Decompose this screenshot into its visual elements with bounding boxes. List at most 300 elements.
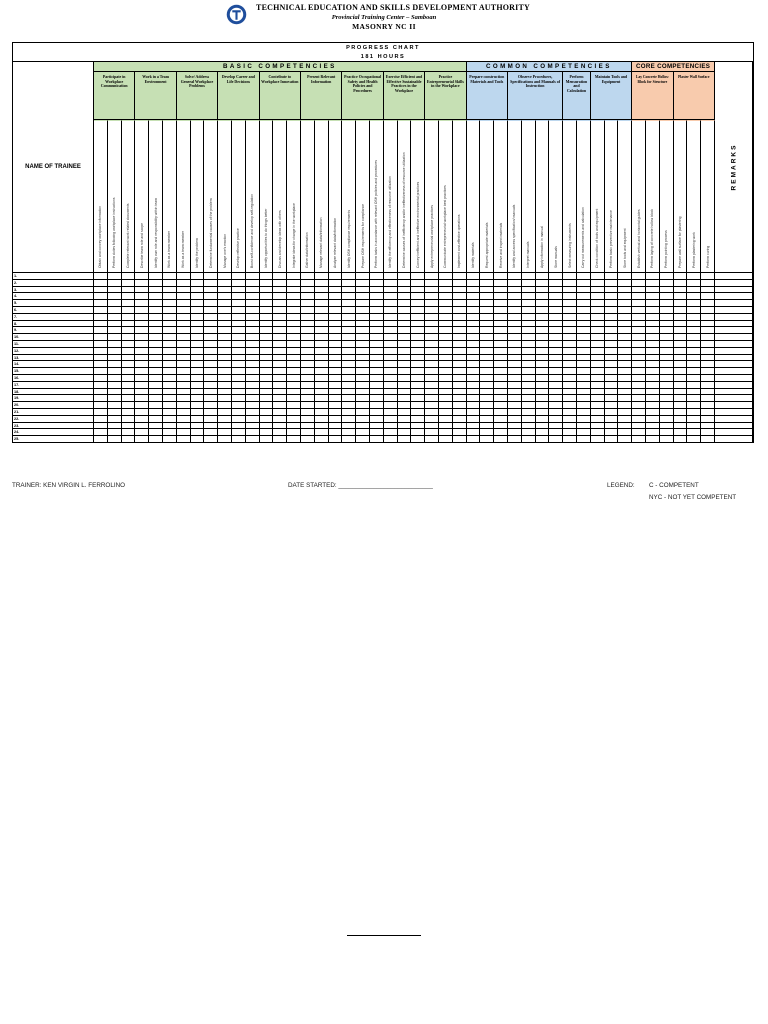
progress-cell[interactable] <box>577 307 591 314</box>
progress-cell[interactable] <box>163 273 177 280</box>
progress-cell[interactable] <box>660 375 674 382</box>
progress-cell[interactable] <box>315 348 329 355</box>
progress-cell[interactable] <box>191 436 205 443</box>
progress-cell[interactable] <box>453 321 467 328</box>
progress-cell[interactable] <box>453 368 467 375</box>
progress-cell[interactable] <box>646 429 660 436</box>
progress-cell[interactable] <box>563 416 577 423</box>
progress-cell[interactable] <box>453 382 467 389</box>
progress-cell[interactable] <box>356 368 370 375</box>
progress-cell[interactable] <box>632 429 646 436</box>
progress-cell[interactable] <box>425 334 439 341</box>
progress-cell[interactable] <box>232 409 246 416</box>
progress-cell[interactable] <box>632 389 646 396</box>
progress-cell[interactable] <box>384 389 398 396</box>
progress-cell[interactable] <box>287 355 301 362</box>
progress-cell[interactable] <box>605 382 619 389</box>
progress-cell[interactable] <box>356 436 370 443</box>
remarks-cell[interactable] <box>715 429 753 436</box>
progress-cell[interactable] <box>191 293 205 300</box>
progress-cell[interactable] <box>135 368 149 375</box>
progress-cell[interactable] <box>674 280 688 287</box>
progress-cell[interactable] <box>398 327 412 334</box>
progress-cell[interactable] <box>122 389 136 396</box>
progress-cell[interactable] <box>342 314 356 321</box>
progress-cell[interactable] <box>522 307 536 314</box>
progress-cell[interactable] <box>177 423 191 430</box>
progress-cell[interactable] <box>549 361 563 368</box>
progress-cell[interactable] <box>384 287 398 294</box>
progress-cell[interactable] <box>480 389 494 396</box>
progress-cell[interactable] <box>287 280 301 287</box>
progress-cell[interactable] <box>398 280 412 287</box>
progress-cell[interactable] <box>315 341 329 348</box>
progress-cell[interactable] <box>618 314 632 321</box>
progress-cell[interactable] <box>632 423 646 430</box>
progress-cell[interactable] <box>149 300 163 307</box>
progress-cell[interactable] <box>660 273 674 280</box>
progress-cell[interactable] <box>149 389 163 396</box>
progress-cell[interactable] <box>273 389 287 396</box>
progress-cell[interactable] <box>287 423 301 430</box>
progress-cell[interactable] <box>301 341 315 348</box>
progress-cell[interactable] <box>536 273 550 280</box>
progress-cell[interactable] <box>301 327 315 334</box>
progress-cell[interactable] <box>632 409 646 416</box>
progress-cell[interactable] <box>563 375 577 382</box>
progress-cell[interactable] <box>329 409 343 416</box>
progress-cell[interactable] <box>204 314 218 321</box>
progress-cell[interactable] <box>605 293 619 300</box>
progress-cell[interactable] <box>163 368 177 375</box>
progress-cell[interactable] <box>508 361 522 368</box>
progress-cell[interactable] <box>591 348 605 355</box>
progress-cell[interactable] <box>536 402 550 409</box>
progress-cell[interactable] <box>522 361 536 368</box>
progress-cell[interactable] <box>232 314 246 321</box>
progress-cell[interactable] <box>494 429 508 436</box>
progress-cell[interactable] <box>439 348 453 355</box>
progress-cell[interactable] <box>108 307 122 314</box>
progress-cell[interactable] <box>701 314 715 321</box>
progress-cell[interactable] <box>177 409 191 416</box>
progress-cell[interactable] <box>94 402 108 409</box>
remarks-cell[interactable] <box>715 293 753 300</box>
progress-cell[interactable] <box>149 307 163 314</box>
progress-cell[interactable] <box>536 327 550 334</box>
progress-cell[interactable] <box>218 287 232 294</box>
progress-cell[interactable] <box>536 395 550 402</box>
progress-cell[interactable] <box>329 287 343 294</box>
progress-cell[interactable] <box>508 382 522 389</box>
progress-cell[interactable] <box>687 423 701 430</box>
progress-cell[interactable] <box>632 300 646 307</box>
progress-cell[interactable] <box>135 389 149 396</box>
progress-cell[interactable] <box>480 423 494 430</box>
progress-cell[interactable] <box>163 416 177 423</box>
progress-cell[interactable] <box>494 314 508 321</box>
progress-cell[interactable] <box>94 334 108 341</box>
progress-cell[interactable] <box>108 334 122 341</box>
progress-cell[interactable] <box>384 416 398 423</box>
progress-cell[interactable] <box>218 334 232 341</box>
progress-cell[interactable] <box>163 287 177 294</box>
progress-cell[interactable] <box>177 402 191 409</box>
progress-cell[interactable] <box>467 416 481 423</box>
progress-cell[interactable] <box>674 321 688 328</box>
progress-cell[interactable] <box>563 293 577 300</box>
progress-cell[interactable] <box>480 416 494 423</box>
progress-cell[interactable] <box>494 395 508 402</box>
progress-cell[interactable] <box>273 307 287 314</box>
progress-cell[interactable] <box>508 273 522 280</box>
progress-cell[interactable] <box>384 368 398 375</box>
progress-cell[interactable] <box>246 314 260 321</box>
progress-cell[interactable] <box>439 300 453 307</box>
progress-cell[interactable] <box>177 368 191 375</box>
progress-cell[interactable] <box>563 361 577 368</box>
progress-cell[interactable] <box>508 389 522 396</box>
progress-cell[interactable] <box>204 429 218 436</box>
progress-cell[interactable] <box>563 321 577 328</box>
progress-cell[interactable] <box>177 355 191 362</box>
progress-cell[interactable] <box>646 293 660 300</box>
progress-cell[interactable] <box>218 436 232 443</box>
progress-cell[interactable] <box>646 395 660 402</box>
remarks-cell[interactable] <box>715 287 753 294</box>
progress-cell[interactable] <box>453 327 467 334</box>
progress-cell[interactable] <box>591 361 605 368</box>
progress-cell[interactable] <box>605 361 619 368</box>
progress-cell[interactable] <box>398 382 412 389</box>
progress-cell[interactable] <box>605 368 619 375</box>
progress-cell[interactable] <box>425 341 439 348</box>
progress-cell[interactable] <box>563 389 577 396</box>
progress-cell[interactable] <box>549 402 563 409</box>
progress-cell[interactable] <box>701 395 715 402</box>
progress-cell[interactable] <box>453 287 467 294</box>
progress-cell[interactable] <box>411 395 425 402</box>
progress-cell[interactable] <box>591 423 605 430</box>
progress-cell[interactable] <box>618 341 632 348</box>
progress-cell[interactable] <box>108 361 122 368</box>
progress-cell[interactable] <box>453 429 467 436</box>
progress-cell[interactable] <box>287 314 301 321</box>
remarks-cell[interactable] <box>715 327 753 334</box>
progress-cell[interactable] <box>246 416 260 423</box>
progress-cell[interactable] <box>467 327 481 334</box>
progress-cell[interactable] <box>508 375 522 382</box>
progress-cell[interactable] <box>522 348 536 355</box>
progress-cell[interactable] <box>384 361 398 368</box>
remarks-cell[interactable] <box>715 334 753 341</box>
progress-cell[interactable] <box>149 429 163 436</box>
progress-cell[interactable] <box>108 429 122 436</box>
progress-cell[interactable] <box>453 402 467 409</box>
progress-cell[interactable] <box>384 348 398 355</box>
progress-cell[interactable] <box>536 423 550 430</box>
progress-cell[interactable] <box>191 307 205 314</box>
progress-cell[interactable] <box>398 348 412 355</box>
progress-cell[interactable] <box>315 293 329 300</box>
progress-cell[interactable] <box>232 355 246 362</box>
progress-cell[interactable] <box>135 327 149 334</box>
remarks-cell[interactable] <box>715 361 753 368</box>
progress-cell[interactable] <box>163 280 177 287</box>
progress-cell[interactable] <box>467 429 481 436</box>
progress-cell[interactable] <box>232 307 246 314</box>
progress-cell[interactable] <box>177 429 191 436</box>
progress-cell[interactable] <box>411 334 425 341</box>
progress-cell[interactable] <box>246 355 260 362</box>
progress-cell[interactable] <box>301 389 315 396</box>
progress-cell[interactable] <box>287 361 301 368</box>
progress-cell[interactable] <box>480 300 494 307</box>
progress-cell[interactable] <box>315 273 329 280</box>
progress-cell[interactable] <box>260 327 274 334</box>
progress-cell[interactable] <box>549 416 563 423</box>
progress-cell[interactable] <box>453 334 467 341</box>
progress-cell[interactable] <box>163 409 177 416</box>
progress-cell[interactable] <box>549 368 563 375</box>
progress-cell[interactable] <box>577 395 591 402</box>
progress-cell[interactable] <box>439 273 453 280</box>
progress-cell[interactable] <box>453 300 467 307</box>
progress-cell[interactable] <box>646 273 660 280</box>
progress-cell[interactable] <box>356 348 370 355</box>
progress-cell[interactable] <box>646 436 660 443</box>
progress-cell[interactable] <box>674 287 688 294</box>
progress-cell[interactable] <box>356 416 370 423</box>
progress-cell[interactable] <box>480 327 494 334</box>
progress-cell[interactable] <box>398 361 412 368</box>
remarks-cell[interactable] <box>715 436 753 443</box>
progress-cell[interactable] <box>536 416 550 423</box>
progress-cell[interactable] <box>122 416 136 423</box>
progress-cell[interactable] <box>411 287 425 294</box>
progress-cell[interactable] <box>177 334 191 341</box>
progress-cell[interactable] <box>191 348 205 355</box>
progress-cell[interactable] <box>191 327 205 334</box>
progress-cell[interactable] <box>342 280 356 287</box>
progress-cell[interactable] <box>439 321 453 328</box>
progress-cell[interactable] <box>508 423 522 430</box>
progress-cell[interactable] <box>122 314 136 321</box>
progress-cell[interactable] <box>605 402 619 409</box>
progress-cell[interactable] <box>232 348 246 355</box>
progress-cell[interactable] <box>260 416 274 423</box>
progress-cell[interactable] <box>342 402 356 409</box>
progress-cell[interactable] <box>660 321 674 328</box>
progress-cell[interactable] <box>660 300 674 307</box>
progress-cell[interactable] <box>273 395 287 402</box>
progress-cell[interactable] <box>425 409 439 416</box>
progress-cell[interactable] <box>204 395 218 402</box>
progress-cell[interactable] <box>618 368 632 375</box>
progress-cell[interactable] <box>508 402 522 409</box>
progress-cell[interactable] <box>191 321 205 328</box>
progress-cell[interactable] <box>646 361 660 368</box>
progress-cell[interactable] <box>177 307 191 314</box>
progress-cell[interactable] <box>273 436 287 443</box>
progress-cell[interactable] <box>591 287 605 294</box>
progress-cell[interactable] <box>425 307 439 314</box>
progress-cell[interactable] <box>411 375 425 382</box>
progress-cell[interactable] <box>342 334 356 341</box>
progress-cell[interactable] <box>536 368 550 375</box>
progress-cell[interactable] <box>549 287 563 294</box>
progress-cell[interactable] <box>411 327 425 334</box>
progress-cell[interactable] <box>508 348 522 355</box>
progress-cell[interactable] <box>467 402 481 409</box>
progress-cell[interactable] <box>149 395 163 402</box>
progress-cell[interactable] <box>577 423 591 430</box>
progress-cell[interactable] <box>287 429 301 436</box>
progress-cell[interactable] <box>660 341 674 348</box>
progress-cell[interactable] <box>701 416 715 423</box>
progress-cell[interactable] <box>315 314 329 321</box>
progress-cell[interactable] <box>163 327 177 334</box>
progress-cell[interactable] <box>536 436 550 443</box>
progress-cell[interactable] <box>522 429 536 436</box>
progress-cell[interactable] <box>108 368 122 375</box>
progress-cell[interactable] <box>108 314 122 321</box>
progress-cell[interactable] <box>356 300 370 307</box>
progress-cell[interactable] <box>356 280 370 287</box>
progress-cell[interactable] <box>660 382 674 389</box>
progress-cell[interactable] <box>122 341 136 348</box>
progress-cell[interactable] <box>646 287 660 294</box>
progress-cell[interactable] <box>425 280 439 287</box>
progress-cell[interactable] <box>549 314 563 321</box>
progress-cell[interactable] <box>577 287 591 294</box>
progress-cell[interactable] <box>329 355 343 362</box>
progress-cell[interactable] <box>494 341 508 348</box>
progress-cell[interactable] <box>536 375 550 382</box>
progress-cell[interactable] <box>591 300 605 307</box>
progress-cell[interactable] <box>522 395 536 402</box>
progress-cell[interactable] <box>439 307 453 314</box>
progress-cell[interactable] <box>149 293 163 300</box>
progress-cell[interactable] <box>480 334 494 341</box>
progress-cell[interactable] <box>122 436 136 443</box>
progress-cell[interactable] <box>218 307 232 314</box>
progress-cell[interactable] <box>453 409 467 416</box>
progress-cell[interactable] <box>577 409 591 416</box>
progress-cell[interactable] <box>536 341 550 348</box>
progress-cell[interactable] <box>260 389 274 396</box>
progress-cell[interactable] <box>577 361 591 368</box>
progress-cell[interactable] <box>149 280 163 287</box>
progress-cell[interactable] <box>591 395 605 402</box>
progress-cell[interactable] <box>398 389 412 396</box>
progress-cell[interactable] <box>370 314 384 321</box>
progress-cell[interactable] <box>177 273 191 280</box>
progress-cell[interactable] <box>660 327 674 334</box>
progress-cell[interactable] <box>342 395 356 402</box>
progress-cell[interactable] <box>287 402 301 409</box>
progress-cell[interactable] <box>287 416 301 423</box>
progress-cell[interactable] <box>384 423 398 430</box>
progress-cell[interactable] <box>273 348 287 355</box>
progress-cell[interactable] <box>549 273 563 280</box>
progress-cell[interactable] <box>467 300 481 307</box>
progress-cell[interactable] <box>218 300 232 307</box>
progress-cell[interactable] <box>204 368 218 375</box>
progress-cell[interactable] <box>646 348 660 355</box>
progress-cell[interactable] <box>646 409 660 416</box>
progress-cell[interactable] <box>163 382 177 389</box>
progress-cell[interactable] <box>398 423 412 430</box>
progress-cell[interactable] <box>632 273 646 280</box>
progress-cell[interactable] <box>273 280 287 287</box>
progress-cell[interactable] <box>425 389 439 396</box>
progress-cell[interactable] <box>467 361 481 368</box>
progress-cell[interactable] <box>411 321 425 328</box>
progress-cell[interactable] <box>563 395 577 402</box>
progress-cell[interactable] <box>453 273 467 280</box>
progress-cell[interactable] <box>398 314 412 321</box>
progress-cell[interactable] <box>660 409 674 416</box>
progress-cell[interactable] <box>315 361 329 368</box>
progress-cell[interactable] <box>618 361 632 368</box>
progress-cell[interactable] <box>301 436 315 443</box>
progress-cell[interactable] <box>522 402 536 409</box>
progress-cell[interactable] <box>660 334 674 341</box>
progress-cell[interactable] <box>701 280 715 287</box>
progress-cell[interactable] <box>439 423 453 430</box>
progress-cell[interactable] <box>687 280 701 287</box>
progress-cell[interactable] <box>439 341 453 348</box>
progress-cell[interactable] <box>687 361 701 368</box>
progress-cell[interactable] <box>108 382 122 389</box>
progress-cell[interactable] <box>163 341 177 348</box>
remarks-cell[interactable] <box>715 395 753 402</box>
progress-cell[interactable] <box>508 293 522 300</box>
progress-cell[interactable] <box>522 409 536 416</box>
progress-cell[interactable] <box>342 293 356 300</box>
progress-cell[interactable] <box>191 416 205 423</box>
progress-cell[interactable] <box>287 348 301 355</box>
progress-cell[interactable] <box>232 389 246 396</box>
progress-cell[interactable] <box>467 273 481 280</box>
progress-cell[interactable] <box>522 355 536 362</box>
progress-cell[interactable] <box>439 402 453 409</box>
progress-cell[interactable] <box>218 321 232 328</box>
progress-cell[interactable] <box>301 355 315 362</box>
progress-cell[interactable] <box>384 327 398 334</box>
progress-cell[interactable] <box>674 389 688 396</box>
progress-cell[interactable] <box>342 287 356 294</box>
progress-cell[interactable] <box>591 327 605 334</box>
progress-cell[interactable] <box>591 375 605 382</box>
progress-cell[interactable] <box>687 307 701 314</box>
progress-cell[interactable] <box>315 395 329 402</box>
progress-cell[interactable] <box>646 280 660 287</box>
progress-cell[interactable] <box>674 327 688 334</box>
progress-cell[interactable] <box>94 409 108 416</box>
progress-cell[interactable] <box>163 429 177 436</box>
progress-cell[interactable] <box>591 402 605 409</box>
progress-cell[interactable] <box>508 341 522 348</box>
progress-cell[interactable] <box>577 389 591 396</box>
progress-cell[interactable] <box>163 348 177 355</box>
progress-cell[interactable] <box>94 300 108 307</box>
progress-cell[interactable] <box>549 334 563 341</box>
progress-cell[interactable] <box>425 348 439 355</box>
progress-cell[interactable] <box>632 321 646 328</box>
progress-cell[interactable] <box>687 368 701 375</box>
